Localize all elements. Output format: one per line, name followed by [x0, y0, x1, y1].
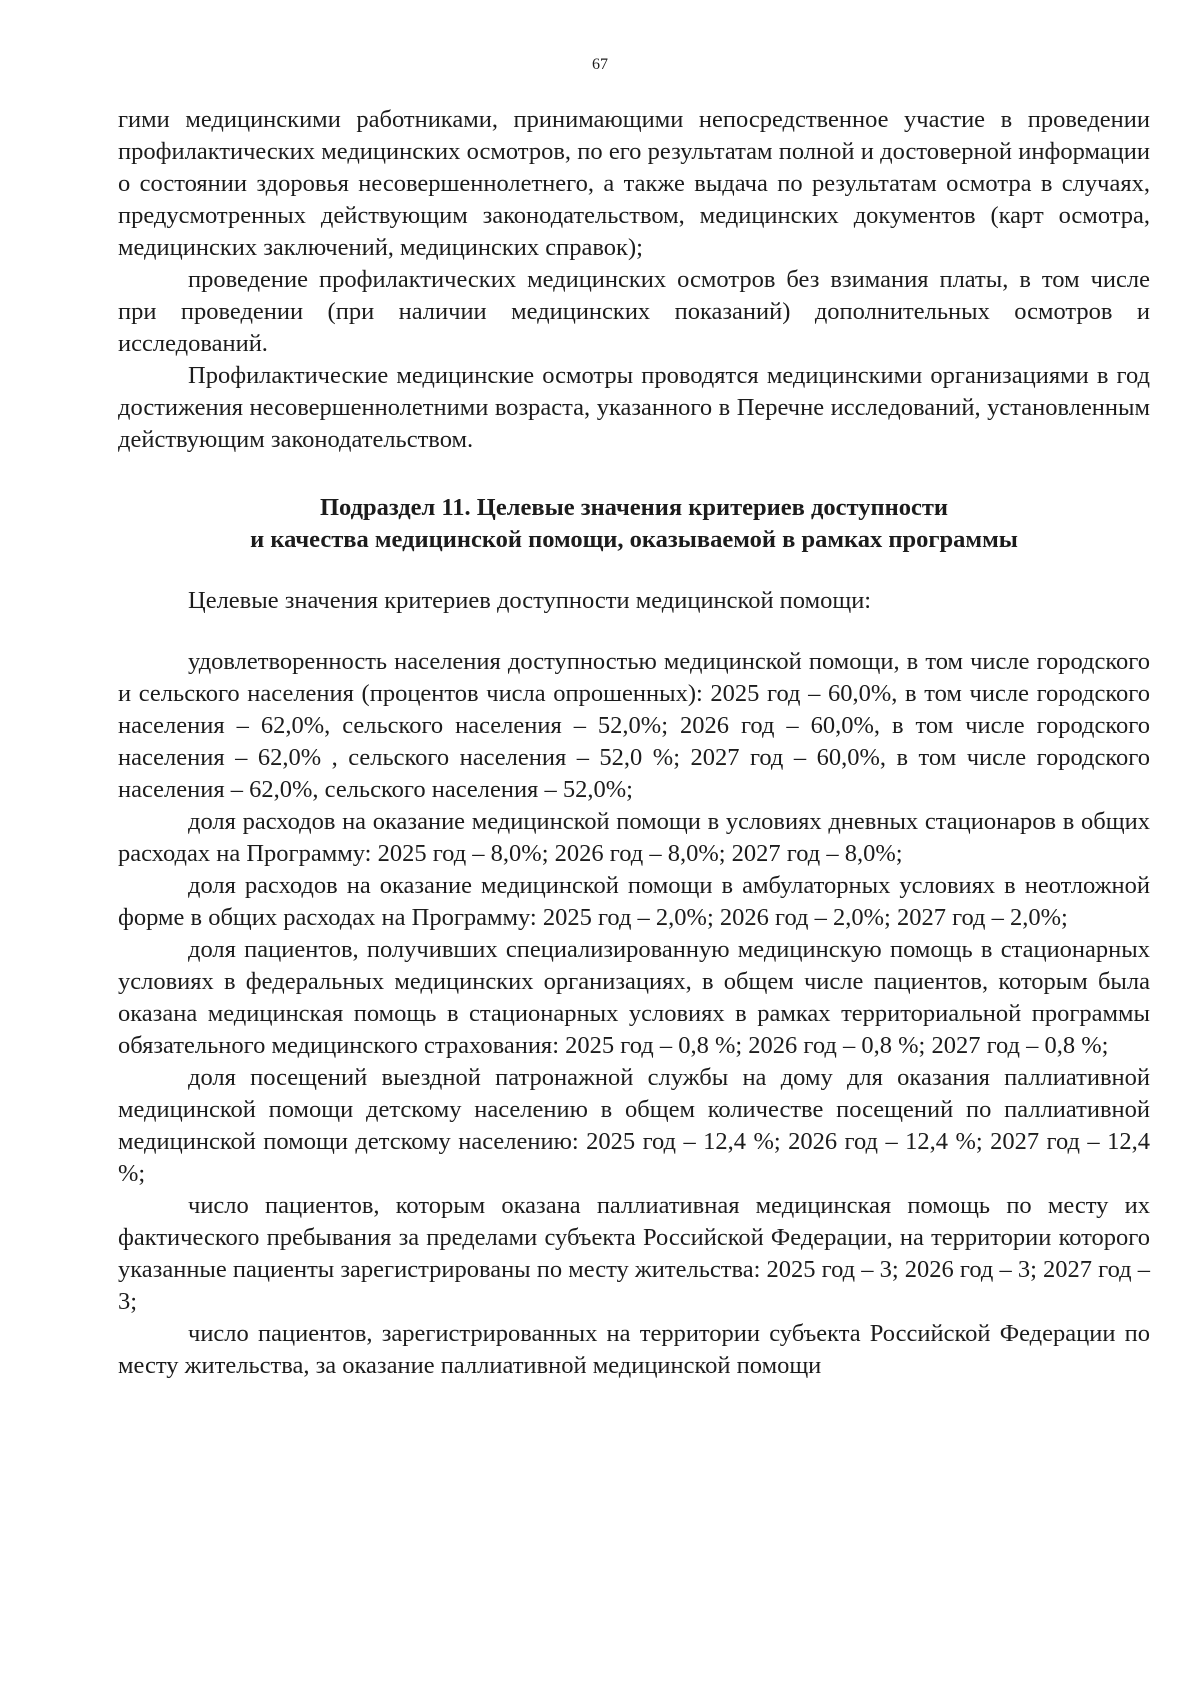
- section-title-line-1: Подраздел 11. Целевые значения критериев доступности: [320, 494, 948, 521]
- criterion-paragraph: доля пациентов, получивших специализированную медицинскую помощь в стационарных условиях в федеральных медицинских организациях, в общем числе пациентов, которым была оказана медицинская помощь в стационарных условиях в рамках территориальной программы обязательного медицинского страхования: 2025 год – 0,8 %; 2026 год – 0,8 %; 2027 год – 0,8 %;: [118, 936, 1150, 1059]
- criterion-paragraph: доля расходов на оказание медицинской помощи в амбулаторных условиях в неотложной форме в общих расходах на Программу: 2025 год – 2,0%; 2026 год – 2,0%; 2027 год – 2,0%;: [118, 872, 1150, 931]
- criterion-paragraph: удовлетворенность населения доступностью медицинской помощи, в том числе городского и сельского населения (процентов числа опрошенных): 2025 год – 60,0%, в том числе городского населения – 62,0%, сельского населения – 52,0%; 2026 год – 60,0%, в том числе городского населения – 62,0% , сельского населения – 52,0 %; 2027 год – 60,0%, в том числе городского населения – 62,0%, сельского населения – 52,0%;: [118, 648, 1150, 803]
- page-number: 67: [592, 56, 608, 73]
- criteria-text: [118, 646, 1150, 1382]
- intro-text: [118, 104, 1150, 456]
- criterion-paragraph: доля посещений выездной патронажной службы на дому для оказания паллиативной медицинской помощи детскому населению в общем количестве посещений по паллиативной медицинской помощи детскому населению: 2025 год – 12,4 %; 2026 год – 12,4 %; 2027 год – 12,4 %;: [118, 1064, 1150, 1187]
- criterion-paragraph: доля расходов на оказание медицинской помощи в условиях дневных стационаров в общих расходах на Программу: 2025 год – 8,0%; 2026 год – 8,0%; 2027 год – 8,0%;: [118, 808, 1150, 867]
- paragraph: Профилактические медицинские осмотры проводятся медицинскими организациями в год достижения несовершеннолетними возраста, указанного в Перечне исследований, установленным действующим законодательством.: [118, 362, 1150, 453]
- section-lead: Целевые значения критериев доступности медицинской помощи:: [188, 587, 872, 614]
- criterion-paragraph: число пациентов, зарегистрированных на территории субъекта Российской Федерации по месту жительства, за оказание паллиативной медицинской помощи: [118, 1320, 1150, 1379]
- paragraph: гими медицинскими работниками, принимающими непосредственное участие в проведении профилактических медицинских осмотров, по его результатам полной и достоверной информации о состоянии здоровья несовершеннолетнего, а также выдача по результатам осмотра в случаях, предусмотренных действующим законодательством, медицинских документов (карт осмотра, медицинских заключений, медицинских справок);: [118, 106, 1150, 261]
- section-heading: [118, 492, 1150, 556]
- section-title-line-2: и качества медицинской помощи, оказываемой в рамках программы: [250, 526, 1018, 553]
- paragraph: проведение профилактических медицинских осмотров без взимания платы, в том числе при проведении (при наличии медицинских показаний) дополнительных осмотров и исследований.: [118, 266, 1150, 357]
- criterion-paragraph: число пациентов, которым оказана паллиативная медицинская помощь по месту их фактического пребывания за пределами субъекта Российской Федерации, на территории которого указанные пациенты зарегистрированы по месту жительства: 2025 год – 3; 2026 год – 3; 2027 год – 3;: [118, 1192, 1150, 1315]
